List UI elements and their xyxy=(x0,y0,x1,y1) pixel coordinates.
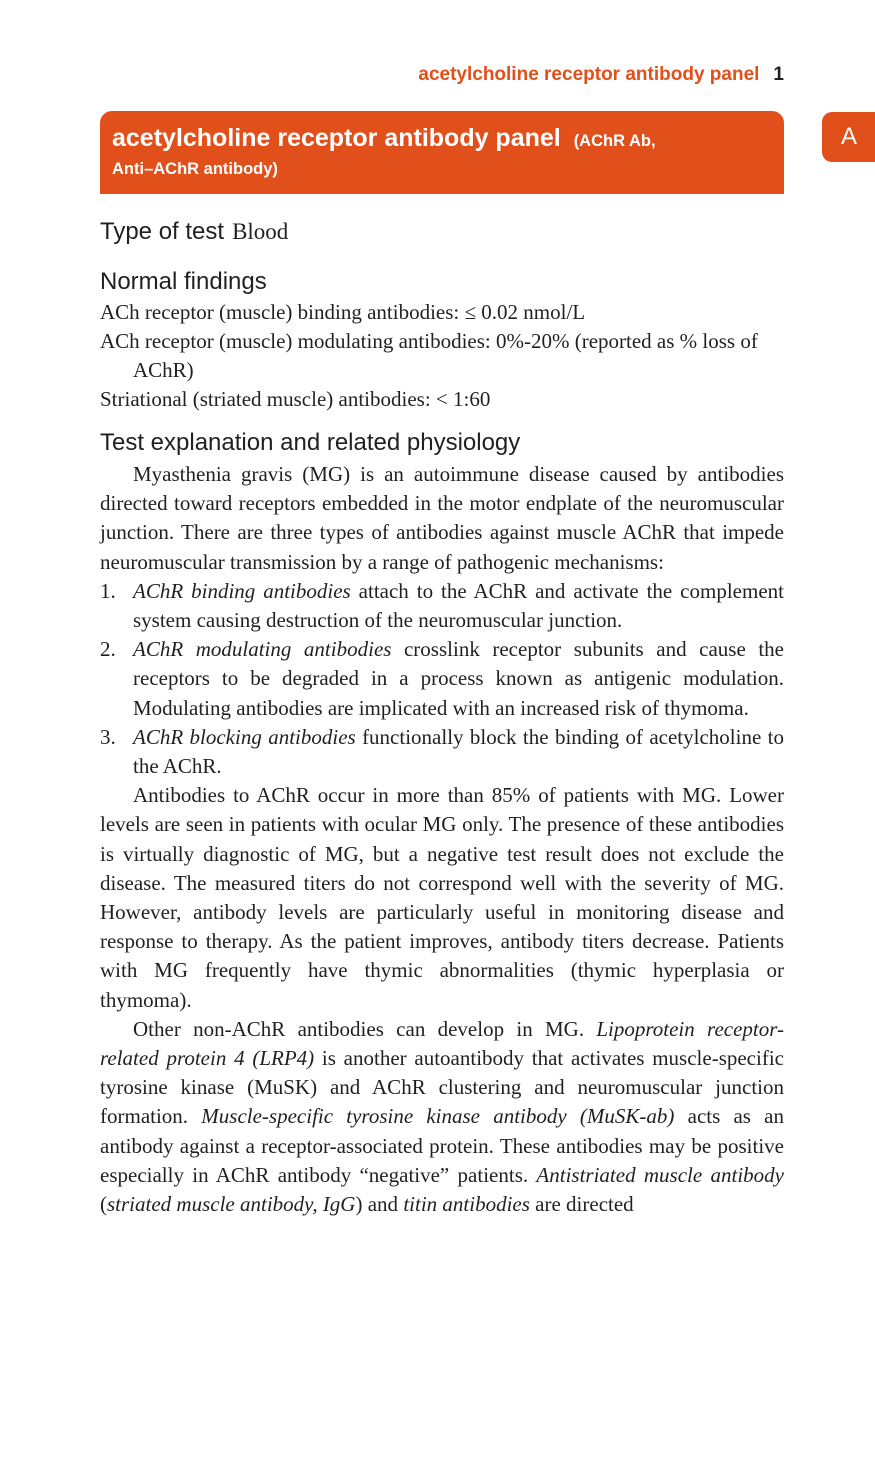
list-item-term: AChR blocking antibodies xyxy=(133,724,356,749)
type-of-test-label: Type of test xyxy=(100,218,225,245)
antibody-types-list xyxy=(100,577,784,781)
striated-igg-term: striated muscle antibody, IgG xyxy=(107,1192,356,1217)
entry-title: acetylcholine receptor antibody panel xyxy=(112,124,561,152)
entry-title-line xyxy=(112,121,772,155)
explanation-paragraph-3 xyxy=(100,1015,784,1219)
paragraph-text: acts as an antibody against a receptor-associated protein. These antibodies may be positive especially in AChR antibody “negative” patients. xyxy=(100,1104,785,1187)
entry-title-banner xyxy=(100,111,784,194)
list-item-term: AChR binding antibodies xyxy=(133,578,351,603)
running-head xyxy=(300,60,784,90)
list-item xyxy=(100,723,784,781)
lrp4-term: Lipoprotein receptor-related protein 4 (LRP4) xyxy=(100,1016,784,1071)
list-item-number: 1. xyxy=(100,578,116,603)
paragraph-text: is another autoantibody that activates muscle-specific tyrosine kinase (MuSK) and AChR clustering and neuromuscular junction formation. xyxy=(100,1046,784,1129)
list-item xyxy=(100,577,784,635)
type-of-test xyxy=(100,208,784,255)
paragraph-text: ( xyxy=(100,1192,107,1217)
page-number: 1 xyxy=(773,64,784,85)
paragraph-text: ) and xyxy=(355,1192,404,1217)
entry-abbrev-line1: (AChR Ab, xyxy=(573,132,656,150)
explanation-paragraph-2: Antibodies to AChR occur in more than 85% of patients with MG. Lower levels are seen in patients with ocular MG only. The presence of these antibodies is virtually diagnostic of MG, but a negative test result does not exclude the disease. The measured titers do not correspond well with the severity of MG. However, antibody levels are particularly useful in monitoring disease and response to therapy. As the patient improves, antibody titers decrease. Patients with MG frequently have thymic abnormalities (thymic hyperplasia or thymoma). xyxy=(100,783,784,1012)
list-item-term: AChR modulating antibodies xyxy=(133,637,392,662)
explanation-paragraph-1: Myasthenia gravis (MG) is an autoimmune disease caused by antibodies directed toward receptors embedded in the motor endplate of the neuromuscular junction. There are three types of antibodies against muscle AChR that impede neuromuscular transmission by a range of pathogenic mechanisms: xyxy=(100,462,784,574)
list-item-number: 3. xyxy=(100,724,116,749)
list-item-text: functionally block the binding of acetylcholine to the AChR. xyxy=(133,724,784,779)
normal-finding-modulating: ACh receptor (muscle) modulating antibodies: 0%-20% (reported as % loss of AChR) xyxy=(100,329,758,382)
list-item-text: attach to the AChR and activate the complement system causing destruction of the neuromuscular junction. xyxy=(133,578,784,633)
titin-term: titin antibodies xyxy=(403,1192,530,1217)
entry-body xyxy=(100,208,784,1219)
paragraph-text: Other non-AChR antibodies can develop in MG. xyxy=(133,1016,597,1041)
type-of-test-value: Blood xyxy=(232,219,289,244)
normal-findings-heading: Normal findings xyxy=(100,268,267,295)
explanation-heading: Test explanation and related physiology xyxy=(100,429,521,456)
list-item-text: crosslink receptor subunits and cause the receptors to be degraded in a process known as antigenic modulation. Modulating antibodies are implicated with an increased risk of thymoma. xyxy=(133,637,784,720)
paragraph-text: are directed xyxy=(529,1192,634,1217)
musk-ab-term: Muscle-specific tyrosine kinase antibody (MuSK-ab) xyxy=(201,1104,675,1129)
entry-abbrev-line2: Anti–AChR antibody) xyxy=(112,160,278,178)
normal-finding-striational: Striational (striated muscle) antibodies: < 1:60 xyxy=(100,387,491,411)
list-item xyxy=(100,635,784,723)
normal-finding-binding: ACh receptor (muscle) binding antibodies: ≤ 0.02 nmol/L xyxy=(100,300,586,324)
running-head-title: acetylcholine receptor antibody panel xyxy=(418,64,760,85)
list-item-number: 2. xyxy=(100,637,116,662)
section-thumb-tab: A xyxy=(822,112,875,162)
antistriated-term: Antistriated muscle antibody xyxy=(536,1162,784,1187)
